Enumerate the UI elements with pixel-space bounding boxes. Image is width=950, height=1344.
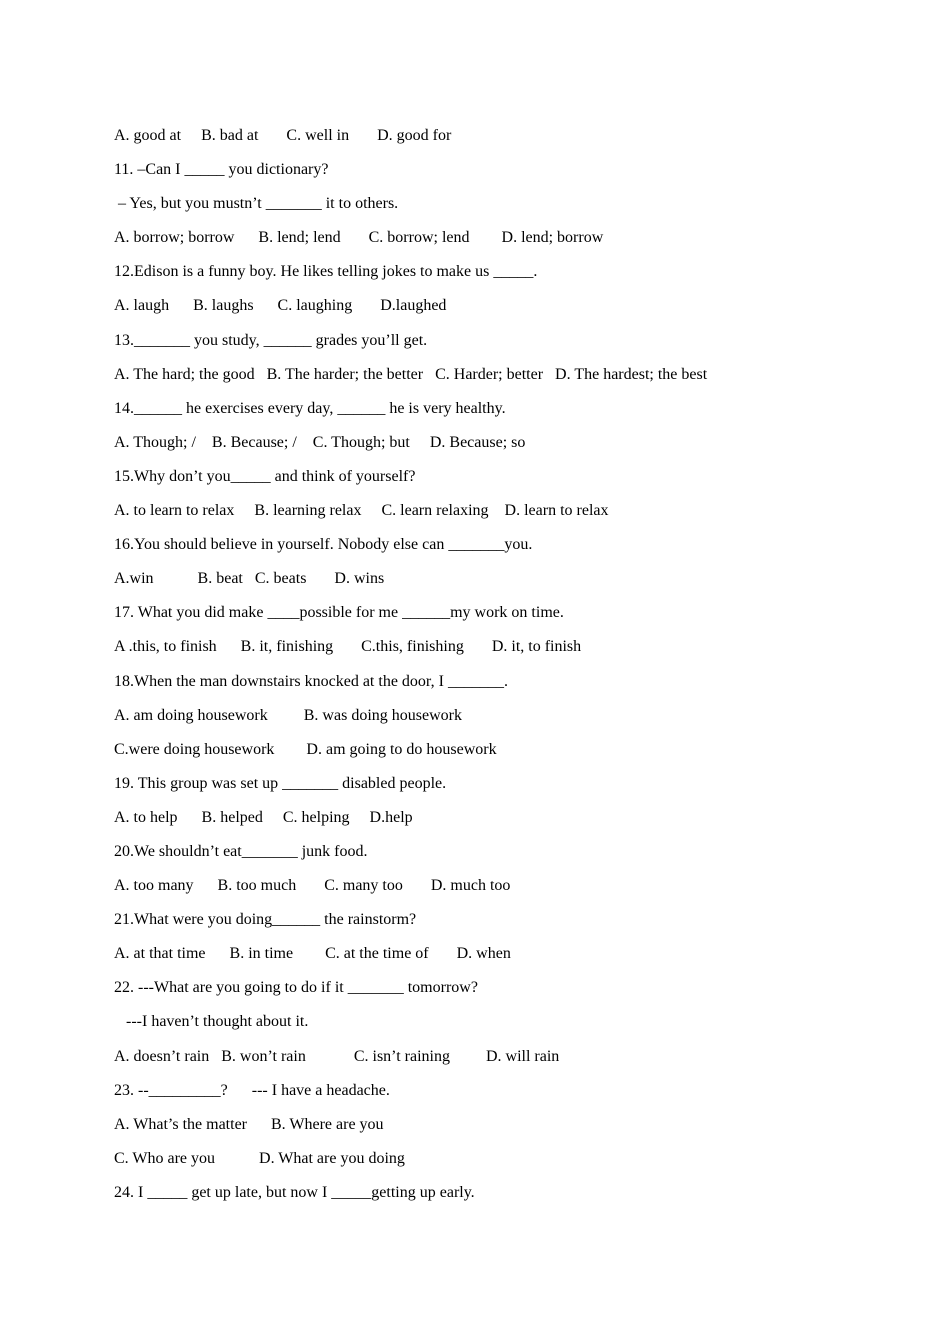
- question-22: 22. ---What are you going to do if it _______ tomorrow?: [114, 979, 478, 997]
- options-20: A. too many B. too much C. many too D. much too: [114, 877, 511, 895]
- options-14: A. Though; / B. Because; / C. Though; but D. Because; so: [114, 433, 526, 451]
- question-24: 24. I _____ get up late, but now I _____getting up early.: [114, 1183, 475, 1201]
- options-23-ab: A. What’s the matter B. Where are you: [114, 1115, 384, 1133]
- question-11: 11. –Can I _____ you dictionary?: [114, 161, 329, 179]
- options-19: A. to help B. helped C. helping D.help: [114, 808, 413, 826]
- question-21: 21.What were you doing______ the rainstorm?: [114, 911, 417, 929]
- question-11-reply: – Yes, but you mustn’t _______ it to others.: [114, 195, 399, 213]
- options-13: A. The hard; the good B. The harder; the better C. Harder; better D. The hardest; the best: [114, 365, 708, 383]
- document-page: [114, 124, 834, 1205]
- options-22: A. doesn’t rain B. won’t rain C. isn’t raining D. will rain: [114, 1047, 560, 1065]
- options-21: A. at that time B. in time C. at the time of D. when: [114, 945, 511, 963]
- question-13: 13._______ you study, ______ grades you’ll get.: [114, 331, 428, 349]
- question-16: 16.You should believe in yourself. Nobody else can _______you.: [114, 536, 533, 554]
- question-19: 19. This group was set up _______ disabled people.: [114, 774, 447, 792]
- question-17: 17. What you did make ____possible for me ______my work on time.: [114, 604, 564, 622]
- options-18-cd: C.were doing housework D. am going to do housework: [114, 740, 497, 758]
- options-12: A. laugh B. laughs C. laughing D.laughed: [114, 297, 447, 315]
- options-16: A.win B. beat C. beats D. wins: [114, 570, 385, 588]
- question-15: 15.Why don’t you_____ and think of yourself?: [114, 467, 416, 485]
- options-18-ab: A. am doing housework B. was doing housework: [114, 706, 462, 724]
- options-17: A .this, to finish B. it, finishing C.this, finishing D. it, to finish: [114, 638, 582, 656]
- question-12: 12.Edison is a funny boy. He likes telling jokes to make us _____.: [114, 263, 538, 281]
- options-15: A. to learn to relax B. learning relax C. learn relaxing D. learn to relax: [114, 502, 609, 520]
- question-14: 14.______ he exercises every day, ______ he is very healthy.: [114, 399, 506, 417]
- options-11: A. borrow; borrow B. lend; lend C. borrow; lend D. lend; borrow: [114, 229, 604, 247]
- question-22-reply: ---I haven’t thought about it.: [114, 1013, 309, 1031]
- options-23-cd: C. Who are you D. What are you doing: [114, 1149, 405, 1167]
- options-10: A. good at B. bad at C. well in D. good for: [114, 127, 452, 144]
- question-23: 23. --_________? --- I have a headache.: [114, 1081, 390, 1099]
- question-20: 20.We shouldn’t eat_______ junk food.: [114, 842, 368, 860]
- question-18: 18.When the man downstairs knocked at the door, I _______.: [114, 672, 508, 690]
